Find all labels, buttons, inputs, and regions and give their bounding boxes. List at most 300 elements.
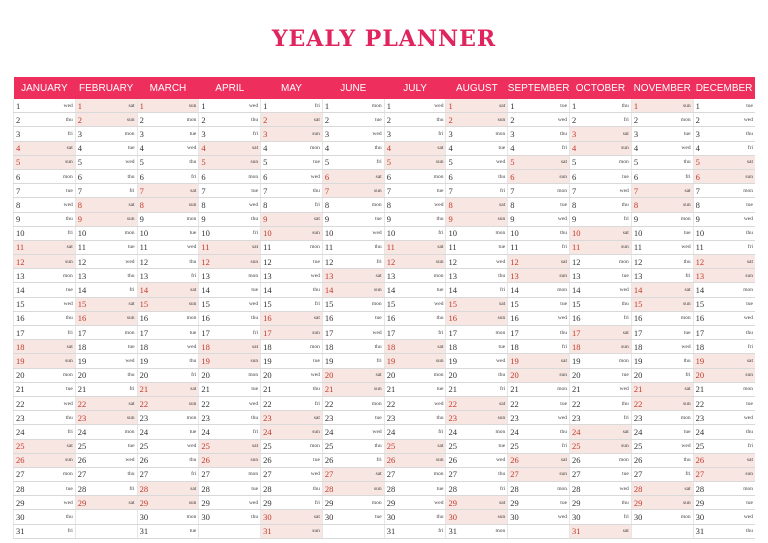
day-cell[interactable] <box>631 212 693 226</box>
day-cell[interactable] <box>570 255 632 269</box>
day-cell[interactable] <box>14 396 76 410</box>
day-cell[interactable] <box>570 482 632 496</box>
day-cell[interactable] <box>14 198 76 212</box>
day-cell[interactable] <box>693 113 755 127</box>
day-cell[interactable] <box>261 425 323 439</box>
day-cell[interactable] <box>693 269 755 283</box>
day-cell[interactable] <box>446 453 508 467</box>
day-cell[interactable] <box>14 226 76 240</box>
day-cell[interactable] <box>261 453 323 467</box>
day-cell[interactable] <box>322 396 384 410</box>
day-cell[interactable] <box>75 439 137 453</box>
day-cell[interactable] <box>631 425 693 439</box>
day-cell[interactable] <box>631 340 693 354</box>
day-cell[interactable] <box>322 212 384 226</box>
day-cell[interactable] <box>137 396 199 410</box>
day-cell[interactable] <box>14 113 76 127</box>
day-cell[interactable] <box>137 311 199 325</box>
day-cell[interactable] <box>261 184 323 198</box>
day-cell[interactable] <box>137 141 199 155</box>
day-cell[interactable] <box>137 269 199 283</box>
day-cell[interactable] <box>137 99 199 113</box>
day-cell[interactable] <box>137 453 199 467</box>
day-cell[interactable] <box>137 326 199 340</box>
day-cell[interactable] <box>14 453 76 467</box>
day-cell[interactable] <box>14 340 76 354</box>
day-cell[interactable] <box>75 198 137 212</box>
day-cell[interactable] <box>693 283 755 297</box>
day-cell[interactable] <box>137 368 199 382</box>
day-cell[interactable] <box>631 255 693 269</box>
day-cell[interactable] <box>693 425 755 439</box>
day-cell[interactable] <box>322 141 384 155</box>
day-cell[interactable] <box>75 226 137 240</box>
day-cell[interactable] <box>75 297 137 311</box>
day-cell[interactable] <box>75 311 137 325</box>
day-cell[interactable] <box>199 326 261 340</box>
day-cell[interactable] <box>137 155 199 169</box>
day-cell[interactable] <box>261 99 323 113</box>
day-cell[interactable] <box>137 354 199 368</box>
day-cell[interactable] <box>14 269 76 283</box>
day-cell[interactable] <box>508 340 570 354</box>
day-cell[interactable] <box>446 283 508 297</box>
day-cell[interactable] <box>693 141 755 155</box>
day-cell[interactable] <box>137 382 199 396</box>
day-cell[interactable] <box>137 127 199 141</box>
day-cell[interactable] <box>570 169 632 183</box>
day-cell[interactable] <box>14 297 76 311</box>
day-cell[interactable] <box>75 127 137 141</box>
day-cell[interactable] <box>693 99 755 113</box>
day-cell[interactable] <box>137 198 199 212</box>
day-cell[interactable] <box>137 255 199 269</box>
day-cell[interactable] <box>384 396 446 410</box>
day-cell[interactable] <box>384 368 446 382</box>
day-cell[interactable] <box>508 467 570 481</box>
day-cell[interactable] <box>199 382 261 396</box>
day-cell[interactable] <box>199 453 261 467</box>
day-cell[interactable] <box>446 269 508 283</box>
day-cell[interactable] <box>137 467 199 481</box>
day-cell[interactable] <box>570 411 632 425</box>
day-cell[interactable] <box>631 354 693 368</box>
day-cell[interactable] <box>261 255 323 269</box>
day-cell[interactable] <box>261 482 323 496</box>
day-cell[interactable] <box>384 255 446 269</box>
day-cell[interactable] <box>570 155 632 169</box>
day-cell[interactable] <box>693 496 755 510</box>
day-cell[interactable] <box>261 326 323 340</box>
day-cell[interactable] <box>322 297 384 311</box>
day-cell[interactable] <box>631 127 693 141</box>
day-cell[interactable] <box>384 311 446 325</box>
day-cell[interactable] <box>261 113 323 127</box>
day-cell[interactable] <box>199 496 261 510</box>
day-cell[interactable] <box>631 198 693 212</box>
day-cell[interactable] <box>199 439 261 453</box>
day-cell[interactable] <box>322 496 384 510</box>
day-cell[interactable] <box>446 240 508 254</box>
day-cell[interactable] <box>446 155 508 169</box>
day-cell[interactable] <box>75 169 137 183</box>
day-cell[interactable] <box>508 382 570 396</box>
day-cell[interactable] <box>261 141 323 155</box>
day-cell[interactable] <box>199 240 261 254</box>
day-cell[interactable] <box>693 396 755 410</box>
day-cell[interactable] <box>446 169 508 183</box>
day-cell[interactable] <box>384 269 446 283</box>
day-cell[interactable] <box>631 311 693 325</box>
day-cell[interactable] <box>199 226 261 240</box>
day-cell[interactable] <box>693 297 755 311</box>
day-cell[interactable] <box>631 439 693 453</box>
day-cell[interactable] <box>693 439 755 453</box>
day-cell[interactable] <box>570 127 632 141</box>
day-cell[interactable] <box>261 269 323 283</box>
day-cell[interactable] <box>137 496 199 510</box>
day-cell[interactable] <box>137 425 199 439</box>
day-cell[interactable] <box>446 354 508 368</box>
day-cell[interactable] <box>14 354 76 368</box>
day-cell[interactable] <box>75 396 137 410</box>
day-cell[interactable] <box>14 184 76 198</box>
day-cell[interactable] <box>693 311 755 325</box>
day-cell[interactable] <box>322 226 384 240</box>
day-cell[interactable] <box>75 467 137 481</box>
day-cell[interactable] <box>693 524 755 538</box>
day-cell[interactable] <box>75 411 137 425</box>
day-cell[interactable] <box>384 467 446 481</box>
day-cell[interactable] <box>446 141 508 155</box>
day-cell[interactable] <box>75 99 137 113</box>
day-cell[interactable] <box>322 326 384 340</box>
day-cell[interactable] <box>322 425 384 439</box>
day-cell[interactable] <box>693 326 755 340</box>
day-cell[interactable] <box>693 340 755 354</box>
day-cell[interactable] <box>322 340 384 354</box>
day-cell[interactable] <box>631 382 693 396</box>
day-cell[interactable] <box>631 141 693 155</box>
day-cell[interactable] <box>631 99 693 113</box>
day-cell[interactable] <box>508 99 570 113</box>
day-cell[interactable] <box>261 467 323 481</box>
day-cell[interactable] <box>384 326 446 340</box>
day-cell[interactable] <box>322 311 384 325</box>
day-cell[interactable] <box>75 255 137 269</box>
day-cell[interactable] <box>446 382 508 396</box>
day-cell[interactable] <box>199 340 261 354</box>
day-cell[interactable] <box>199 198 261 212</box>
day-cell[interactable] <box>261 396 323 410</box>
day-cell[interactable] <box>75 283 137 297</box>
day-cell[interactable] <box>261 297 323 311</box>
day-cell[interactable] <box>570 368 632 382</box>
day-cell[interactable] <box>261 311 323 325</box>
day-cell[interactable] <box>384 99 446 113</box>
day-cell[interactable] <box>199 368 261 382</box>
day-cell[interactable] <box>508 283 570 297</box>
day-cell[interactable] <box>199 255 261 269</box>
day-cell[interactable] <box>693 226 755 240</box>
day-cell[interactable] <box>322 439 384 453</box>
day-cell[interactable] <box>14 283 76 297</box>
day-cell[interactable] <box>261 212 323 226</box>
day-cell[interactable] <box>631 155 693 169</box>
day-cell[interactable] <box>75 496 137 510</box>
day-cell[interactable] <box>199 425 261 439</box>
day-cell[interactable] <box>14 255 76 269</box>
day-cell[interactable] <box>508 255 570 269</box>
day-cell[interactable] <box>693 453 755 467</box>
day-cell[interactable] <box>261 524 323 538</box>
day-cell[interactable] <box>508 510 570 524</box>
day-cell[interactable] <box>631 368 693 382</box>
day-cell[interactable] <box>322 127 384 141</box>
day-cell[interactable] <box>322 482 384 496</box>
day-cell[interactable] <box>570 311 632 325</box>
day-cell[interactable] <box>137 439 199 453</box>
day-cell[interactable] <box>508 439 570 453</box>
day-cell[interactable] <box>508 297 570 311</box>
day-cell[interactable] <box>446 524 508 538</box>
day-cell[interactable] <box>508 127 570 141</box>
day-cell[interactable] <box>261 411 323 425</box>
day-cell[interactable] <box>14 411 76 425</box>
day-cell[interactable] <box>570 524 632 538</box>
day-cell[interactable] <box>384 169 446 183</box>
day-cell[interactable] <box>384 155 446 169</box>
day-cell[interactable] <box>693 368 755 382</box>
day-cell[interactable] <box>446 226 508 240</box>
day-cell[interactable] <box>631 226 693 240</box>
day-cell[interactable] <box>261 368 323 382</box>
day-cell[interactable] <box>75 368 137 382</box>
day-cell[interactable] <box>570 396 632 410</box>
day-cell[interactable] <box>137 411 199 425</box>
day-cell[interactable] <box>693 240 755 254</box>
day-cell[interactable] <box>446 184 508 198</box>
day-cell[interactable] <box>508 212 570 226</box>
day-cell[interactable] <box>508 169 570 183</box>
day-cell[interactable] <box>261 354 323 368</box>
day-cell[interactable] <box>137 340 199 354</box>
day-cell[interactable] <box>693 510 755 524</box>
day-cell[interactable] <box>322 99 384 113</box>
day-cell[interactable] <box>693 155 755 169</box>
day-cell[interactable] <box>508 141 570 155</box>
day-cell[interactable] <box>508 113 570 127</box>
day-cell[interactable] <box>446 411 508 425</box>
day-cell[interactable] <box>446 510 508 524</box>
day-cell[interactable] <box>508 240 570 254</box>
day-cell[interactable] <box>322 467 384 481</box>
day-cell[interactable] <box>75 453 137 467</box>
day-cell[interactable] <box>261 226 323 240</box>
day-cell[interactable] <box>137 297 199 311</box>
day-cell[interactable] <box>199 311 261 325</box>
day-cell[interactable] <box>384 425 446 439</box>
day-cell[interactable] <box>14 524 76 538</box>
day-cell[interactable] <box>508 496 570 510</box>
day-cell[interactable] <box>446 467 508 481</box>
day-cell[interactable] <box>322 269 384 283</box>
day-cell[interactable] <box>446 396 508 410</box>
day-cell[interactable] <box>14 439 76 453</box>
day-cell[interactable] <box>137 169 199 183</box>
day-cell[interactable] <box>508 198 570 212</box>
day-cell[interactable] <box>261 155 323 169</box>
day-cell[interactable] <box>137 524 199 538</box>
day-cell[interactable] <box>570 99 632 113</box>
day-cell[interactable] <box>14 240 76 254</box>
day-cell[interactable] <box>570 467 632 481</box>
day-cell[interactable] <box>75 482 137 496</box>
day-cell[interactable] <box>693 198 755 212</box>
day-cell[interactable] <box>570 283 632 297</box>
day-cell[interactable] <box>75 240 137 254</box>
day-cell[interactable] <box>446 297 508 311</box>
day-cell[interactable] <box>384 453 446 467</box>
day-cell[interactable] <box>137 113 199 127</box>
day-cell[interactable] <box>508 354 570 368</box>
day-cell[interactable] <box>261 496 323 510</box>
day-cell[interactable] <box>261 127 323 141</box>
day-cell[interactable] <box>631 184 693 198</box>
day-cell[interactable] <box>14 99 76 113</box>
day-cell[interactable] <box>199 354 261 368</box>
day-cell[interactable] <box>384 482 446 496</box>
day-cell[interactable] <box>631 510 693 524</box>
day-cell[interactable] <box>570 326 632 340</box>
day-cell[interactable] <box>693 354 755 368</box>
day-cell[interactable] <box>322 240 384 254</box>
day-cell[interactable] <box>508 368 570 382</box>
day-cell[interactable] <box>322 198 384 212</box>
day-cell[interactable] <box>384 141 446 155</box>
day-cell[interactable] <box>384 184 446 198</box>
day-cell[interactable] <box>199 169 261 183</box>
day-cell[interactable] <box>199 99 261 113</box>
day-cell[interactable] <box>75 141 137 155</box>
day-cell[interactable] <box>446 326 508 340</box>
day-cell[interactable] <box>446 99 508 113</box>
day-cell[interactable] <box>631 297 693 311</box>
day-cell[interactable] <box>137 482 199 496</box>
day-cell[interactable] <box>446 368 508 382</box>
day-cell[interactable] <box>693 482 755 496</box>
day-cell[interactable] <box>631 467 693 481</box>
day-cell[interactable] <box>14 510 76 524</box>
day-cell[interactable] <box>199 127 261 141</box>
day-cell[interactable] <box>570 453 632 467</box>
day-cell[interactable] <box>322 510 384 524</box>
day-cell[interactable] <box>75 326 137 340</box>
day-cell[interactable] <box>322 354 384 368</box>
day-cell[interactable] <box>384 510 446 524</box>
day-cell[interactable] <box>199 396 261 410</box>
day-cell[interactable] <box>322 411 384 425</box>
day-cell[interactable] <box>384 212 446 226</box>
day-cell[interactable] <box>14 141 76 155</box>
day-cell[interactable] <box>199 482 261 496</box>
day-cell[interactable] <box>199 269 261 283</box>
day-cell[interactable] <box>631 113 693 127</box>
day-cell[interactable] <box>693 382 755 396</box>
day-cell[interactable] <box>261 340 323 354</box>
day-cell[interactable] <box>631 411 693 425</box>
day-cell[interactable] <box>446 255 508 269</box>
day-cell[interactable] <box>14 326 76 340</box>
day-cell[interactable] <box>14 496 76 510</box>
day-cell[interactable] <box>631 482 693 496</box>
day-cell[interactable] <box>631 283 693 297</box>
day-cell[interactable] <box>570 184 632 198</box>
day-cell[interactable] <box>570 212 632 226</box>
day-cell[interactable] <box>384 524 446 538</box>
day-cell[interactable] <box>322 113 384 127</box>
day-cell[interactable] <box>631 396 693 410</box>
day-cell[interactable] <box>570 113 632 127</box>
day-cell[interactable] <box>14 482 76 496</box>
day-cell[interactable] <box>384 297 446 311</box>
day-cell[interactable] <box>261 198 323 212</box>
day-cell[interactable] <box>508 184 570 198</box>
day-cell[interactable] <box>446 198 508 212</box>
day-cell[interactable] <box>693 411 755 425</box>
day-cell[interactable] <box>508 226 570 240</box>
day-cell[interactable] <box>199 184 261 198</box>
day-cell[interactable] <box>137 240 199 254</box>
day-cell[interactable] <box>570 198 632 212</box>
day-cell[interactable] <box>75 113 137 127</box>
day-cell[interactable] <box>570 439 632 453</box>
day-cell[interactable] <box>631 496 693 510</box>
day-cell[interactable] <box>199 155 261 169</box>
day-cell[interactable] <box>446 482 508 496</box>
day-cell[interactable] <box>75 212 137 226</box>
day-cell[interactable] <box>322 368 384 382</box>
day-cell[interactable] <box>75 382 137 396</box>
day-cell[interactable] <box>446 439 508 453</box>
day-cell[interactable] <box>261 240 323 254</box>
day-cell[interactable] <box>75 425 137 439</box>
day-cell[interactable] <box>631 326 693 340</box>
day-cell[interactable] <box>446 425 508 439</box>
day-cell[interactable] <box>570 510 632 524</box>
day-cell[interactable] <box>322 283 384 297</box>
day-cell[interactable] <box>14 212 76 226</box>
day-cell[interactable] <box>261 510 323 524</box>
day-cell[interactable] <box>14 169 76 183</box>
day-cell[interactable] <box>446 113 508 127</box>
day-cell[interactable] <box>322 184 384 198</box>
day-cell[interactable] <box>322 155 384 169</box>
day-cell[interactable] <box>14 467 76 481</box>
day-cell[interactable] <box>384 127 446 141</box>
day-cell[interactable] <box>137 184 199 198</box>
day-cell[interactable] <box>384 382 446 396</box>
day-cell[interactable] <box>75 354 137 368</box>
day-cell[interactable] <box>384 283 446 297</box>
day-cell[interactable] <box>508 155 570 169</box>
day-cell[interactable] <box>693 467 755 481</box>
day-cell[interactable] <box>508 482 570 496</box>
day-cell[interactable] <box>384 439 446 453</box>
day-cell[interactable] <box>14 425 76 439</box>
day-cell[interactable] <box>199 141 261 155</box>
day-cell[interactable] <box>693 255 755 269</box>
